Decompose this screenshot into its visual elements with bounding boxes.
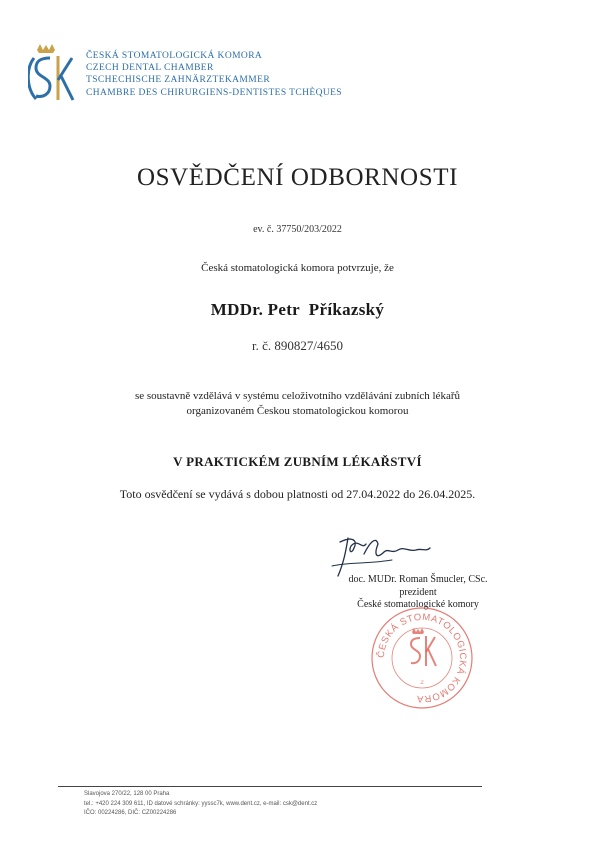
signatory-role: prezident bbox=[399, 586, 437, 598]
chamber-name-cz: ČESKÁ STOMATOLOGICKÁ KOMORA bbox=[86, 51, 263, 61]
footer-address: Slavojova 270/22, 128 00 Praha bbox=[84, 791, 170, 797]
validity-statement: Toto osvědčení se vydává s dobou platnosti od 27.04.2022 do 26.04.2025. bbox=[119, 487, 476, 501]
confirmation-text: Česká stomatologická komora potvrzuje, že bbox=[201, 262, 394, 274]
education-line-1: se soustavně vzdělává v systému celoživotního vzdělávání zubních lékařů bbox=[134, 390, 460, 402]
chamber-name-en: CZECH DENTAL CHAMBER bbox=[86, 63, 214, 74]
svg-text:2: 2 bbox=[420, 680, 424, 686]
signatory-name: doc. MUDr. Roman Šmucler, CSc. bbox=[348, 574, 488, 585]
footer-contact bbox=[84, 790, 317, 819]
chamber-name-fr: CHAMBRE DES CHIRURGIENS-DENTISTES TCHÈQUES bbox=[86, 87, 342, 98]
footer-contacts: tel.: +420 224 309 611, ID datové schránky: yyssc7k, www.dent.cz, e-mail: csk@dent.cz bbox=[84, 800, 318, 807]
certificate-title: OSVĚDČENÍ ODBORNOSTI bbox=[136, 164, 459, 191]
signatory-org: České stomatologické komory bbox=[357, 599, 479, 610]
footer-ids: IČO: 00224286, DIČ: CZ00224286 bbox=[84, 810, 177, 816]
education-statement bbox=[0, 389, 595, 418]
evidence-number: ev. č. 37750/203/2022 bbox=[253, 224, 342, 235]
chamber-name-block bbox=[86, 50, 342, 99]
chamber-name-de: TSCHECHISCHE ZAHNÄRZTEKAMMER bbox=[86, 75, 271, 86]
holder-name: MDDr. Petr Příkazský bbox=[210, 300, 385, 319]
education-line-2: organizovaném Českou stomatologickou komorou bbox=[186, 404, 409, 417]
official-stamp bbox=[370, 606, 474, 710]
csk-logo bbox=[28, 44, 76, 106]
footer-divider bbox=[58, 786, 482, 787]
specialty-field: V PRAKTICKÉM ZUBNÍM LÉKAŘSTVÍ bbox=[173, 454, 422, 469]
birth-number: r. č. 890827/4650 bbox=[252, 338, 343, 353]
svg-text:ČESKÁ STOMATOLOGICKÁ KOMORA: ČESKÁ STOMATOLOGICKÁ KOMORA bbox=[375, 611, 469, 705]
